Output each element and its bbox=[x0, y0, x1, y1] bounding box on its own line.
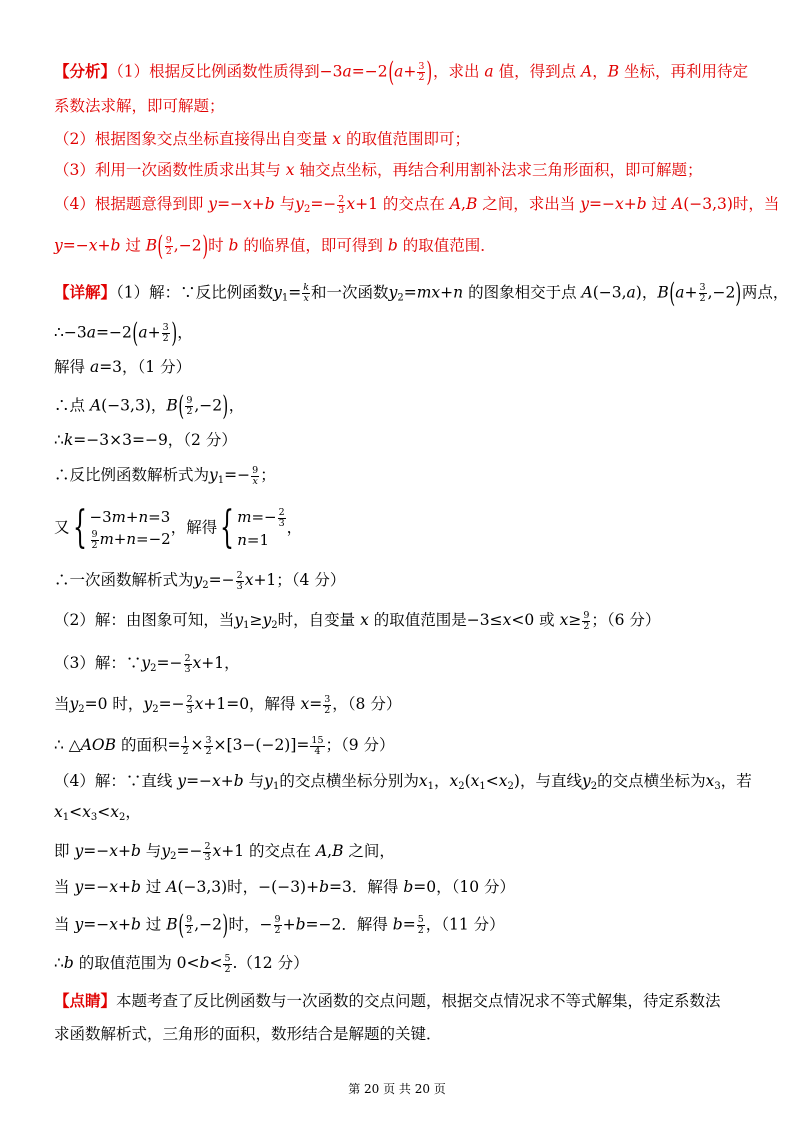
solve-a: 解得 a=3，（1 分） bbox=[54, 358, 192, 376]
detail-heading: 【详解】 bbox=[54, 282, 117, 302]
part4-line-3: 即 y=−x+b 与$y_2=-$ $\frac{2}{3}$ x+1 的交点在 A,B 之间， bbox=[54, 840, 395, 863]
points-ab: ∴点 A(−3,3)，B( $\frac{9}{2}$ ,−2)， bbox=[54, 391, 245, 422]
system-solve: 又{ −3m+n=3 $\frac{9}{2}$ m+n=−2 ，解得{ m=− $\frac{2}{3}$ n=1 ， bbox=[54, 502, 303, 554]
part3-root: 当$y_2=0$ 时，$y_2=-$ $\frac{2}{3}$ x+1=0，解得 x= $\frac{3}{2}$ ，（8 分） bbox=[54, 693, 402, 716]
inverse-expr: ∴反比例函数解析式为$y_1=-$ $\frac{9}{x}$ ； bbox=[54, 464, 276, 487]
part4-line-1: （4）解：∵直线 y=−x+b 与$y_1$的交点横坐标分别为$x_1$，$x_2(x_1<x_2)$，与直线$y_2$的交点横坐标为$x_3$，若 bbox=[54, 772, 752, 792]
analysis-line-4b: y=−x+b 过 B( $\frac{9}{2}$ ,−2)时 b 的临界值，即可得到 b 的取值范围． bbox=[54, 231, 496, 262]
analysis-line-3: （3）利用一次函数性质求出其与 x 轴交点坐标，再结合利用割补法求三角形面积，即可解题； bbox=[54, 161, 703, 179]
linear-expr: ∴一次函数解析式为$y_2=-$ $\frac{2}{3}$ x+1；（4 分） bbox=[54, 569, 346, 592]
detail-line-1: 【详解】（1）解：∵反比例函数$y_1=$ $\frac{k}{x}$ 和一次函数$y_2=mx+n$ 的图象相交于点 A(−3,a)，B(a+ $\frac{3}{2}$ ,−2)两点， bbox=[54, 278, 789, 309]
analysis-line-1b: 系数法求解，即可解题； bbox=[54, 97, 225, 115]
part2: （2）解：由图象可知，当$y_1\ge y_2$时，自变量 x 的取值范围是−3≤x<0 或 x≥ $\frac{9}{2}$ ；（6 分） bbox=[54, 609, 661, 632]
part4-line-5: 当 y=−x+b 过 B( $\frac{9}{2}$ ,−2)时，− $\frac{9}{2}$ +b=−2．解得 b= $\frac{5}{2}$ ，（11 分） bbox=[54, 910, 505, 941]
comment-line-1 bbox=[54, 991, 721, 1011]
comment-heading: 【点睛】 bbox=[54, 991, 117, 1010]
analysis-line-2: （2）根据图象交点坐标直接得出自变量 x 的取值范围即可； bbox=[54, 130, 470, 148]
part3: （3）解：$\because y_2=-$ $\frac{2}{3}$ x+1， bbox=[54, 652, 240, 675]
comment-text-a: 本题考查了反比例函数与一次函数的交点问题，根据交点情况求不等式解集，待定系数法 bbox=[116, 992, 721, 1010]
part3-area: ∴ △AOB 的面积= $\frac{1}{2}$ × $\frac{3}{2}$ ×[3−(−2)]= $\frac{15}{4}$ ；（9 分） bbox=[54, 734, 395, 757]
comment-line-2: 求函数解析式，三角形的面积，数形结合是解题的关键． bbox=[54, 1025, 442, 1043]
eq-a: ∴−3a=−2(a+ $\frac{3}{2}$ )， bbox=[54, 318, 193, 349]
analysis-line-4: （4）根据题意得到即 y=−x+b 与$y_2=-$ $\frac{2}{3}$ x+1 的交点在 A,B 之间，求出当 y=−x+b 过 A(−3,3)时，当 bbox=[54, 193, 780, 216]
part4-line-2: $x_1<x_3<x_2$， bbox=[54, 803, 141, 823]
analysis-heading: 【分析】 bbox=[54, 61, 117, 81]
page-footer: 第 20 页 共 20 页 bbox=[348, 1082, 446, 1096]
part4-line-4: 当 y=−x+b 过 A(−3,3)时，−(−3)+b=3．解得 b=0，（10 分） bbox=[54, 878, 515, 896]
k-value: ∴k=−3×3=−9，（2 分） bbox=[54, 431, 237, 449]
analysis-line-1: 【分析】（1）根据反比例函数性质得到−3a=−2(a+ $\frac{3}{2}$ )，求出 a 值，得到点 A，B 坐标，再利用待定 bbox=[54, 57, 749, 88]
part4-line-6: ∴b 的取值范围为 0<b< $\frac{5}{2}$ .（12 分） bbox=[54, 952, 309, 975]
